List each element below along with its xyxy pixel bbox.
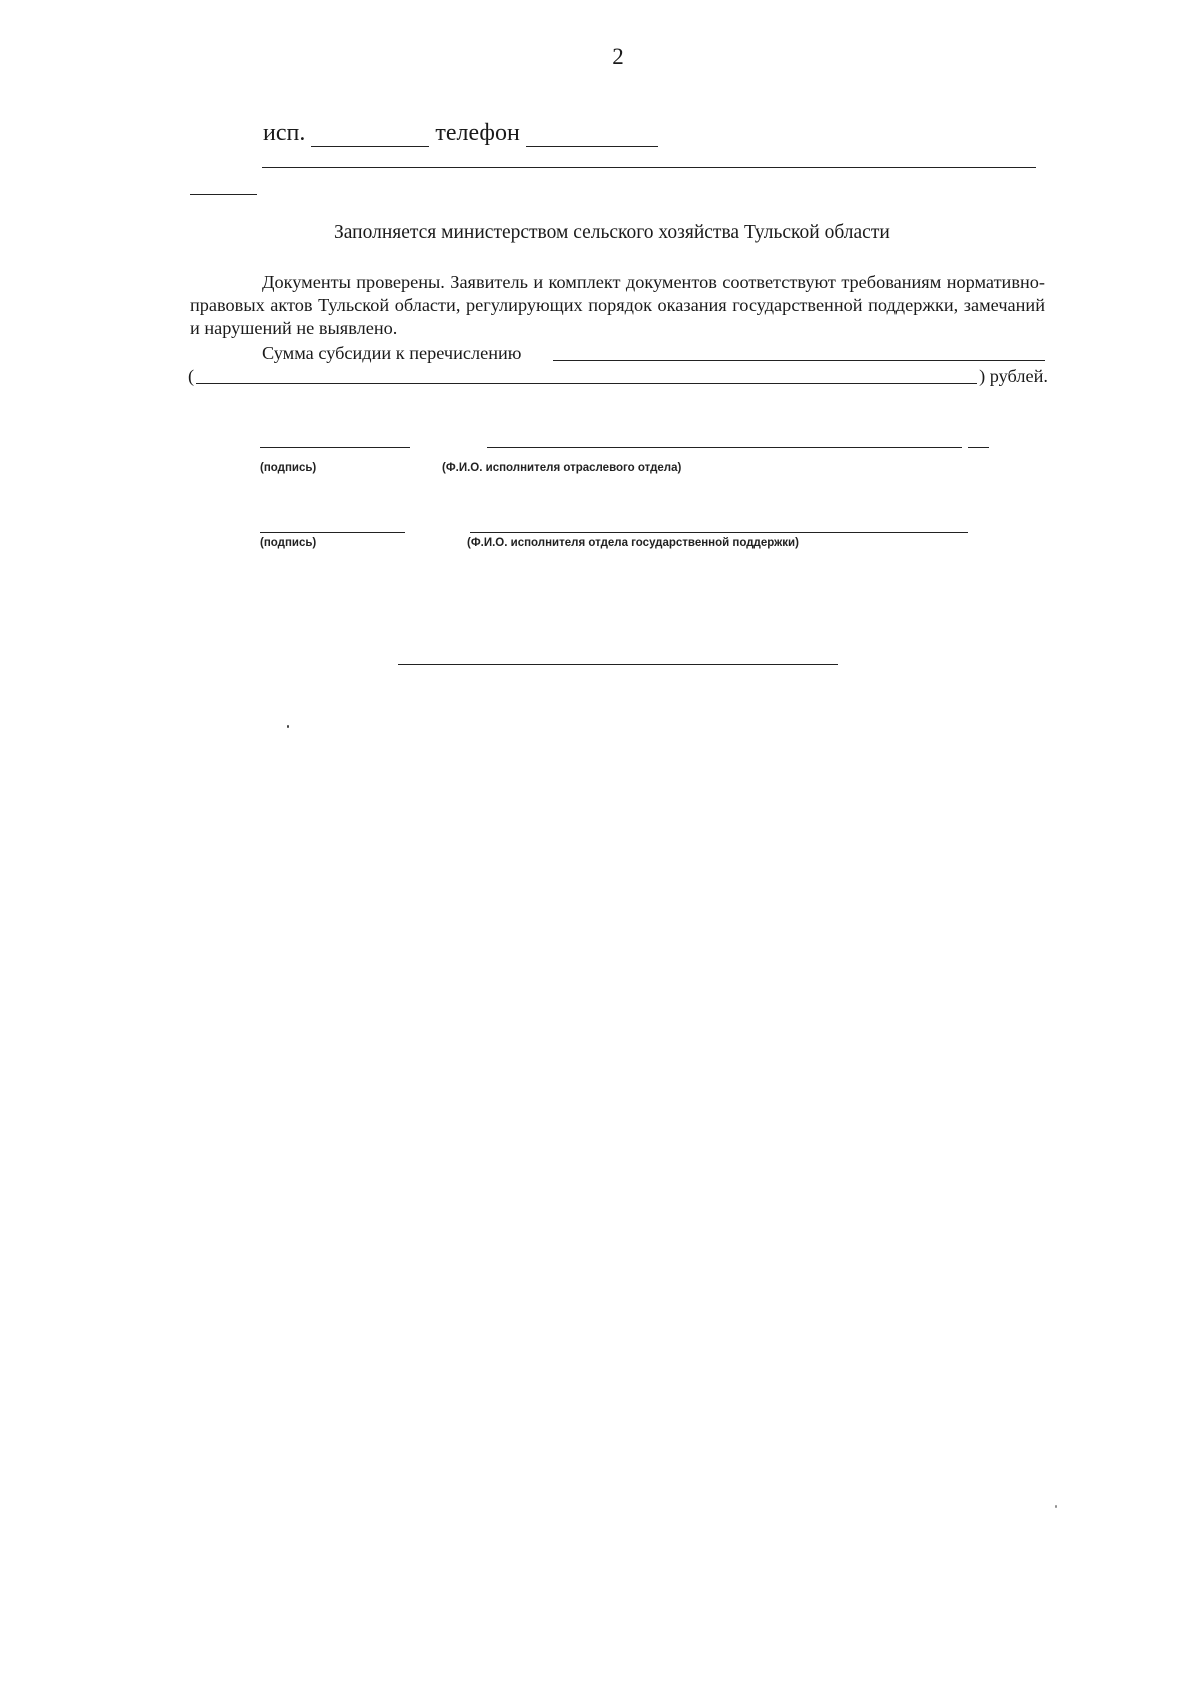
closing-rule (398, 664, 838, 665)
name-field-1[interactable] (487, 447, 962, 448)
executor-label: исп. (263, 120, 306, 146)
executor-line (263, 120, 664, 147)
name-caption-1: (Ф.И.О. исполнителя отраслевого отдела) (442, 462, 682, 474)
scan-speck (287, 725, 289, 728)
separator-rule (262, 167, 1036, 168)
name-field-1-tail (968, 447, 989, 448)
phone-label: телефон (435, 120, 520, 146)
name-field-2[interactable] (470, 532, 968, 533)
name-caption-2: (Ф.И.О. исполнителя отдела государственной поддержки) (467, 537, 799, 549)
phone-field[interactable] (526, 126, 658, 147)
scan-speck (1055, 1505, 1057, 1508)
signature-field-2[interactable] (260, 532, 405, 533)
subsidy-sum-field[interactable] (553, 360, 1045, 361)
signature-field-1[interactable] (260, 447, 410, 448)
ministry-heading: Заполняется министерством сельского хозяйства Тульской области (334, 222, 890, 243)
open-paren: ( (188, 366, 195, 386)
sum-in-words-field[interactable] (196, 366, 977, 384)
page-number: 2 (612, 44, 624, 69)
signature-caption-1: (подпись) (260, 462, 317, 474)
rubles-line (188, 366, 1048, 387)
executor-field[interactable] (311, 126, 429, 147)
verification-paragraph: Документы проверены. Заявитель и комплект документов соответствуют требованиям нормативно-правовых актов Тульской области, регулирующих порядок оказания государственной поддержки, замечаний и нарушений не выявлено. (190, 272, 1045, 338)
short-separator-rule (190, 194, 257, 195)
signature-caption-2: (подпись) (260, 537, 317, 549)
subsidy-sum-label: Сумма субсидии к перечислению (262, 343, 522, 363)
subsidy-sum-line (262, 343, 521, 364)
rubles-suffix: ) рублей. (979, 366, 1048, 386)
